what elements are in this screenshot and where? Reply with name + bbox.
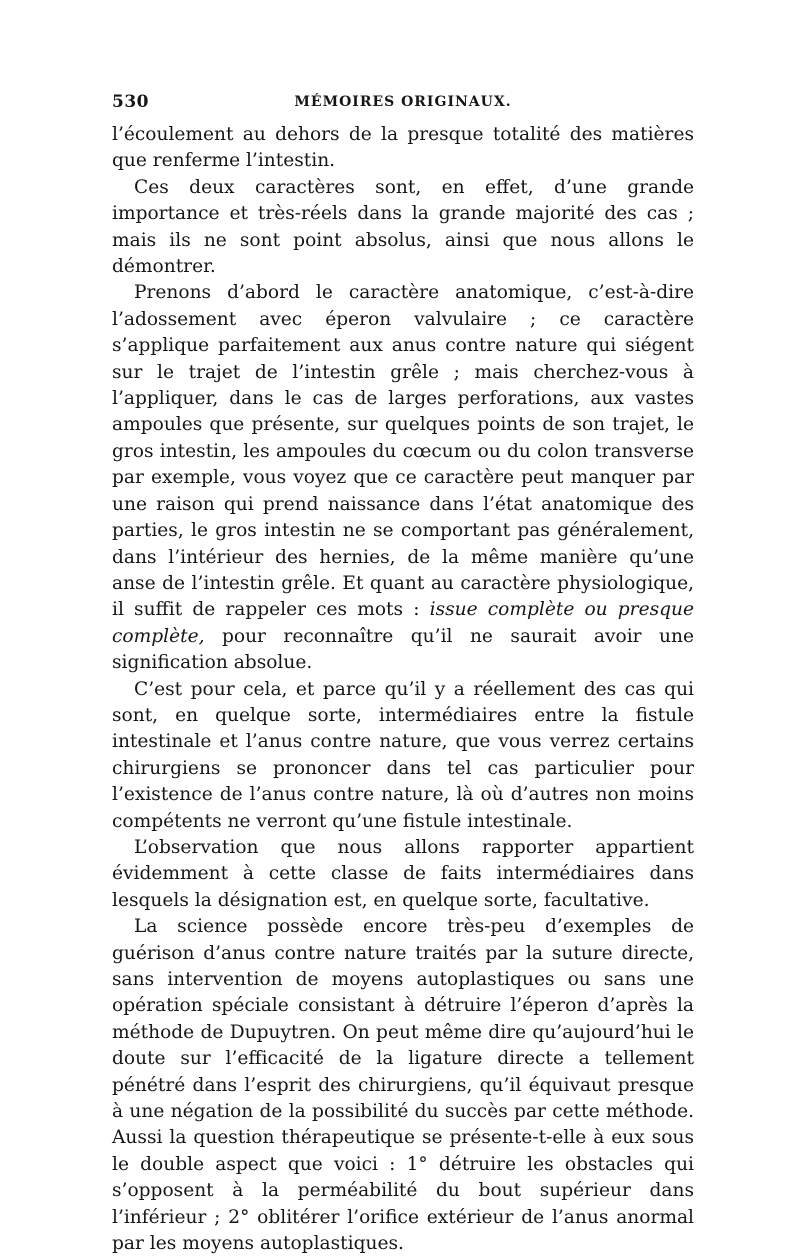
paragraph-2: Ces deux caractères sont, en effet, d’une grande importance et très-réels dans la grande majorité des cas ; mais ils ne sont point absolus, ainsi que nous allons le démontrer. (112, 176, 694, 278)
paragraph-5: L’observation que nous allons rapporter appartient évidemment à cette classe de faits intermédiaires dans lesquels la désignation est, en quelque sorte, facultative. (112, 836, 694, 911)
book-page (112, 92, 694, 1257)
body-text (112, 122, 694, 1257)
page-number: 530 (112, 92, 149, 112)
paragraph-4: C’est pour cela, et parce qu’il y a réellement des cas qui sont, en quelque sorte, intermédiaires entre la fistule intestinale et l’anus contre nature, que vous verrez certains chirurgiens se prononcer dans tel cas particulier pour l’existence de l’anus contre nature, là où d’autres non moins compétents ne verront qu’une fistule intestinale. (112, 678, 694, 832)
paragraph-6: La science possède encore très-peu d’exemples de guérison d’anus contre nature traités par la suture directe, sans intervention de moyens autoplastiques ou sans une opération spéciale consistant à détruire l’éperon d’après la méthode de Dupuytren. On peut même dire qu’aujourd’hui le doute sur l’efficacité de la ligature directe a tellement pénétré dans l’esprit des chirurgiens, qu’il équivaut presque à une négation de la possibilité du succès par cette méthode. Aussi la question thérapeutique se présente-t-elle à eux sous le double aspect que voici : 1° détruire les obstacles qui s’opposent à la perméabilité du bout supérieur dans l’inférieur ; 2° oblitérer l’orifice extérieur de l’anus anormal par les moyens autoplastiques. (112, 916, 694, 1255)
paragraph-1: l’écoulement au dehors de la presque totalité des matières que renferme l’intestin. (112, 124, 694, 172)
paragraph-3: Prenons d’abord le caractère anatomique, c’est-à-dire l’adossement avec éperon valvulaire ; ce caractère s’applique parfaitement aux anus contre nature qui siégent sur le trajet de l’intestin grêle ; mais cherchez-vous à l’appliquer, dans le cas de larges perforations, aux vastes ampoules que présente, sur quelques points de son trajet, le gros intestin, les ampoules du cœcum ou du colon transverse par exemple, vous voyez que ce caractère peut manquer par une raison qui prend naissance dans l’état anatomique des parties, le gros intestin ne se comportant pas généralement, dans l’intérieur des hernies, de la même manière qu’une anse de l’intestin grêle. Et quant au caractère physiologique, il suffit de rappeler ces mots : issue complète ou presque complète, pour reconnaître qu’il ne saurait avoir une signification absolue. (112, 282, 694, 674)
italic-phrase: issue complète ou presque complète, (112, 599, 694, 647)
page-header (112, 92, 694, 122)
running-head: MÉMOIRES ORIGINAUX. (294, 94, 512, 110)
